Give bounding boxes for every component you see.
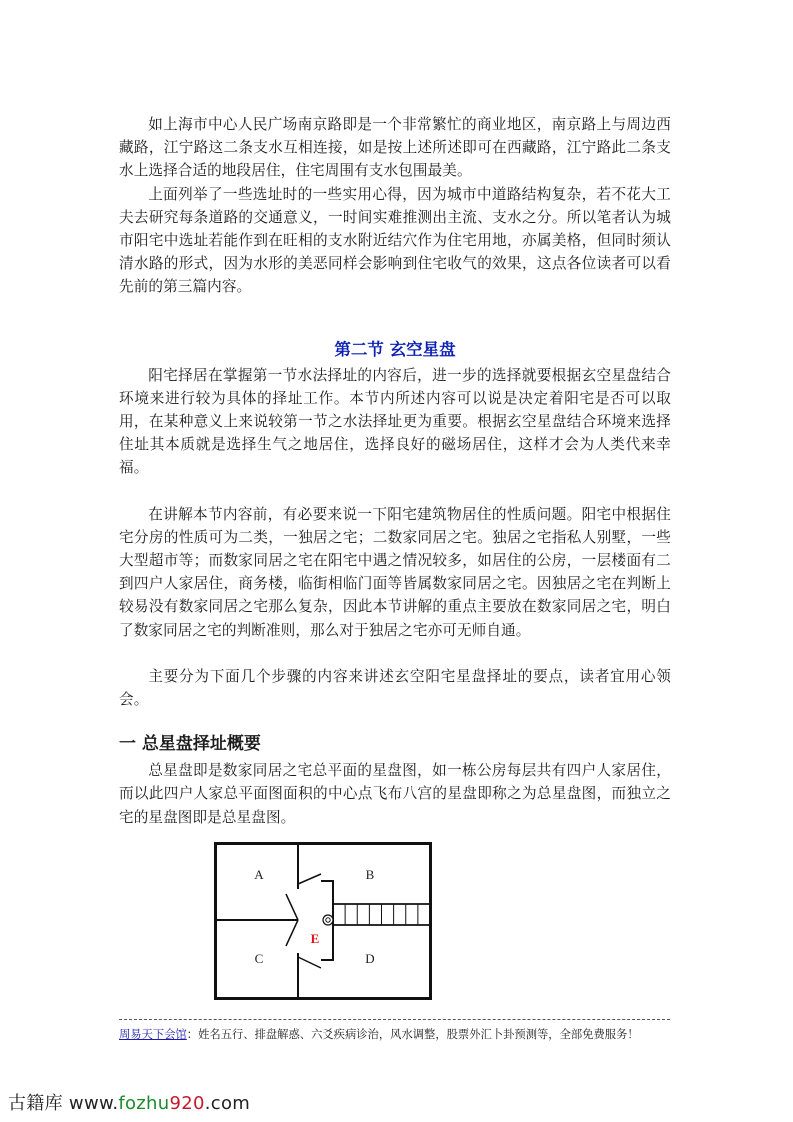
spacer — [119, 642, 671, 665]
paragraph: 如上海市中心人民广场南京路即是一个非常繁忙的商业地区，南京路上与周边西藏路，江宁路这二条支水互相连接，如是按上述所述即可在西藏路，江宁路此二条支水上选择合适的地段居住，住宅周围有支水包围最美。 — [119, 116, 671, 180]
watermark-green: fozhu — [118, 1093, 170, 1114]
door-a — [286, 894, 298, 920]
watermark-red: 920 — [169, 1093, 205, 1114]
room-label-c: C — [254, 951, 264, 966]
door-b — [298, 874, 321, 884]
door-c — [286, 920, 298, 946]
document-body — [119, 113, 671, 829]
paragraph: 总星盘即是数家同居之宅总平面的星盘图，如一栋公房每层共有四户人家居住，而以此四户人家总平面图面积的中心点飞布八宫的星盘即称之为总星盘图，而独立之宅的星盘图即是总星盘图。 — [119, 762, 671, 826]
room-label-d: D — [365, 951, 375, 966]
floor-plan-diagram — [214, 842, 432, 1000]
paragraph: 在讲解本节内容前，有必要来说一下阳宅建筑物居住的性质问题。阳宅中根据住宅分房的性质可为二类，一独居之宅；二数家同居之宅。独居之宅指私人别墅，一些大型超市等；而数家同居之宅在阳宅中遇之情况较多，如居住的公房，一层楼面有二到四户人家居住，商务楼，临街相临门面等皆属数家同居之宅。因独居之宅在判断上较易没有数家同居之宅那么复杂，因此本节讲解的重点主要放在数家同居之宅，明白了数家同居之宅的判断准则，那么对于独居之宅亦可无师自通。 — [119, 505, 671, 639]
door-d — [298, 957, 321, 968]
watermark-suffix: .com — [204, 1093, 251, 1114]
paragraph: 上面列举了一些选址时的一些实用心得，因为城市中道路结构复杂，若不花大工夫去研究每条道路的交通意义，一时间实难推测出主流、支水之分。所以笔者认为城市阳宅中选址若能作到在旺相的支水附近结穴作为住宅用地，亦属美格，但同时须认清水路的形式，因为水形的美恶同样会影响到住宅收气的效果，这点各位读者可以看先前的第三篇内容。 — [119, 185, 671, 296]
subsection-title: 一 总星盘择址概要 — [119, 734, 261, 755]
room-label-a: A — [254, 867, 264, 882]
center-label-e: E — [310, 931, 320, 946]
paragraph: 阳宅择居在掌握第一节水法择址的内容后，进一步的选择就要根据玄空星盘结合环境来进行较为具体的择址工作。本节内所述内容可以说是决定着阳宅是否可以取用，在某种意义上来说较第一节之水法择址更为重要。根据玄空星盘结合环境来选择住址其本质就是选择生气之地居住，选择良好的磁场居住，这样才会为人类代来幸福。 — [119, 366, 671, 477]
spacer — [119, 322, 671, 338]
spacer — [119, 299, 671, 322]
paragraph: 主要分为下面几个步骤的内容来讲述玄空阳宅星盘择址的要点，读者宜用心领会。 — [119, 667, 671, 709]
footer-divider — [119, 1019, 670, 1020]
footer-text: ：姓名五行、排盘解惑、六爻疾病诊治，风水调整，股票外汇卜卦预测等，全部免费服务！ — [186, 1028, 639, 1041]
spacer — [119, 711, 671, 731]
watermark-prefix: 古籍库 www. — [8, 1093, 119, 1114]
watermark — [8, 1089, 250, 1115]
section-title: 第二节 玄空星盘 — [334, 339, 456, 359]
footer — [119, 1026, 639, 1042]
footer-link[interactable]: 周易天下会馆 — [119, 1028, 187, 1041]
spacer — [119, 480, 671, 503]
stair-steps — [345, 904, 418, 925]
center-point-icon — [323, 915, 333, 925]
room-label-b: B — [365, 867, 375, 882]
